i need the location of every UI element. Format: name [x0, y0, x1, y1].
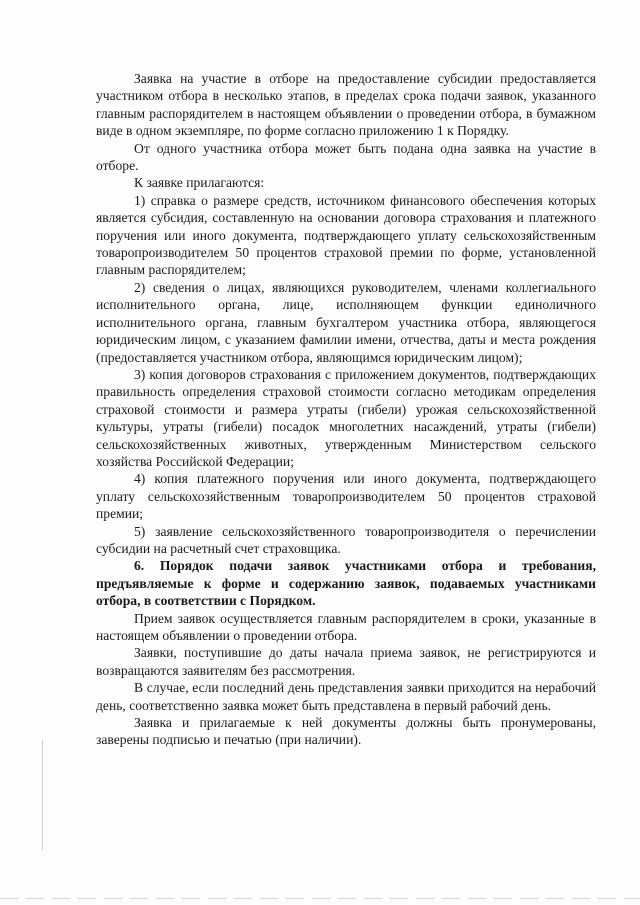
paragraph: Заявка и прилагаемые к ней документы должны быть пронумерованы, заверены подписью и печатью (при наличии). — [96, 715, 596, 748]
scan-artifact-line — [42, 740, 43, 850]
paragraph: К заявке прилагаются: — [134, 175, 265, 191]
paragraph: Прием заявок осуществляется главным распорядителем в сроки, указанные в настоящем объявлении о проведении отбора. — [96, 610, 596, 643]
paragraph: Заявки, поступившие до даты начала приема заявок, не регистрируются и возвращаются заявителям без рассмотрения. — [96, 645, 596, 678]
list-item: 5) заявление сельскохозяйственного товаропроизводителя о перечислении субсидии на расчетный счет страховщика. — [96, 523, 596, 556]
section-heading: 6. Порядок подачи заявок участниками отбора и требования, предъявляемые к форме и содержанию заявок, подаваемых участниками отбора, в соответствии с Порядком. — [96, 558, 596, 609]
paragraph: В случае, если последний день представления заявки приходится на нерабочий день, соответственно заявка может быть представлена в первый рабочий день. — [96, 680, 596, 713]
list-item: 2) сведения о лицах, являющихся руководителем, членами коллегиального исполнительного органа, лице, исполняющем функции единоличного исполнительного органа, главным бухгалтером участника отбора, являющегося юридическим лицом, с указанием фамилии имени, отчества, даты и места рождения (предоставляется участником отбора, являющимся юридическим лицом); — [96, 279, 596, 365]
paragraph: Заявка на участие в отборе на предоставление субсидии предоставляется участником отбора в несколько этапов, в пределах срока подачи заявок, указанного главным распорядителем в настоящем объявлении о проведении отбора, в бумажном виде в одном экземпляре, по форме согласно приложению 1 к Порядку. — [96, 71, 596, 139]
list-item: 3) копия договоров страхования с приложением документов, подтверждающих правильность определения страховой стоимости согласно методикам определения страховой стоимости и размера утраты (гибели) урожая сельскохозяйственной культуры, утраты (гибели) посадок многолетних насаждений, утраты (гибели) сельскохозяйственных животных, утвержденным Министерством сельского хозяйства Российской Федерации; — [96, 366, 596, 469]
paragraph: От одного участника отбора может быть подана одна заявка на участие в отборе. — [96, 140, 596, 174]
list-item: 4) копия платежного поручения или иного документа, подтверждающего уплату сельскохозяйственным товаропроизводителем 50 процентов страховой премии; — [96, 471, 596, 522]
scan-artifact-bottom — [0, 898, 640, 899]
list-item: 1) справка о размере средств, источником финансового обеспечения которых является субсидия, составленную на основании договора страхования и платежного поручения или иного документа, подтверждающего уплату сельскохозяйственным товаропроизводителем 50 процентов страховой премии по форме, установленной главным распорядителем; — [96, 192, 596, 278]
document-body — [96, 70, 596, 749]
